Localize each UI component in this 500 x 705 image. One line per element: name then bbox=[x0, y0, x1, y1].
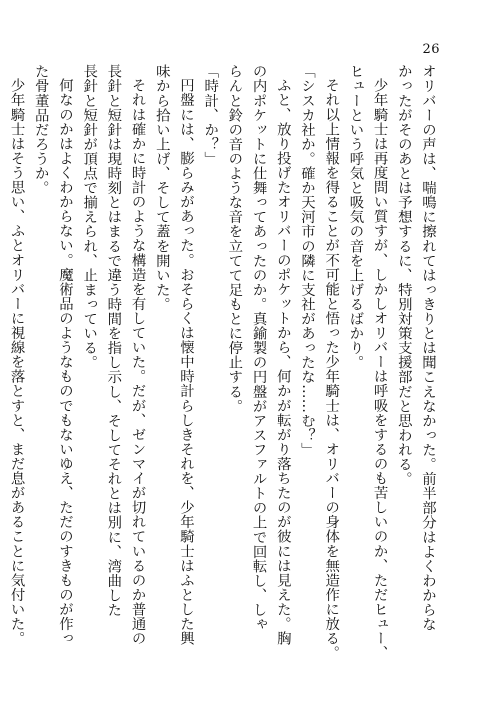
text-line: ふと、放り投げたオリバーのポケットから、何かが転がり落ちたのが彼には見えた。胸 bbox=[274, 78, 291, 646]
text-line: オリバーの声は、喘鳴に擦れてはっきりとは聞こえなかった。前半部分はよくわからな bbox=[420, 64, 436, 632]
text-line: 円盤には、膨らみがあった。おそらくは懐中時計らしきそれを、少年騎士はふとした興 bbox=[177, 78, 194, 646]
text-line: 「シスカ社か。確か天河市の隣に支社があったな……む？」 bbox=[298, 64, 315, 457]
text-line: ヒューという呼気と吸気の音を上げるばかり。 bbox=[347, 64, 364, 370]
text-line: それ以上情報を得ることが不可能と悟った少年騎士は、オリバーの身体を無造作に放る。 bbox=[323, 78, 340, 661]
text-line: 何なのかはよくわからない。魔術品のようなものでもないゆえ、ただのすきものが作っ bbox=[56, 78, 73, 646]
text-line: らんと鈴の音のような音を立てて足もとに停止する。 bbox=[226, 64, 243, 414]
text-line: 長針と短針が頂点で揃えられ、止まっている。 bbox=[81, 64, 98, 370]
text-line: 味から拾い上げ、そして蓋を開いた。 bbox=[153, 64, 170, 312]
body-text bbox=[8, 64, 440, 664]
text-line: 長針と短針は現時刻とはまるで違う時間を指し示し、そしてそれとは別に、湾曲した bbox=[105, 64, 122, 617]
text-line: 「時計、か？」 bbox=[202, 64, 219, 166]
text-line: 少年騎士はそう思い、ふとオリバーに視線を落とすと、まだ息があることに気付いた。 bbox=[8, 78, 25, 646]
page-number: 26 bbox=[422, 42, 440, 57]
text-line: かったがそのあとは予想するに、特別対策支援部だと思われる。 bbox=[395, 64, 412, 486]
text-line: た骨董品だろうか。 bbox=[32, 64, 49, 195]
text-line: 少年騎士は再度問い質すが、しかしオリバーは呼吸をするのも苦しいのか、ただヒュー、 bbox=[371, 78, 388, 661]
text-line: それは確かに時計のような構造を有していた。だが、ゼンマイが切れているのか普通の bbox=[129, 78, 146, 646]
text-line: の内ポケットに仕舞ってあったのか。真鍮製の円盤がアスファルトの上で回転し、しゃ bbox=[250, 64, 267, 632]
